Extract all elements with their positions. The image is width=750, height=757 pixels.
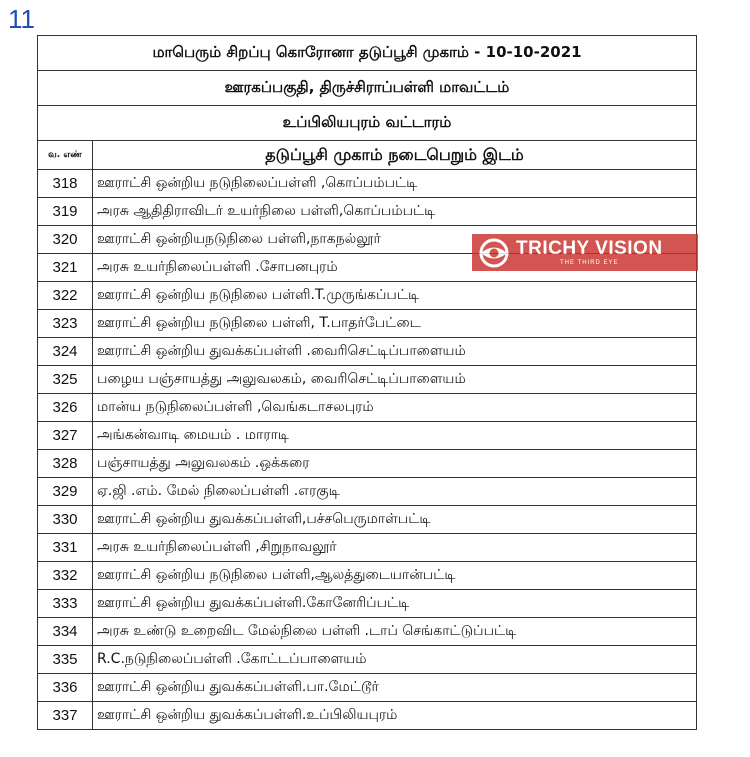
region-heading: ஊரகப்பகுதி, திருச்சிராப்பள்ளி மாவட்டம்: [38, 71, 697, 106]
camp-location: ஊராட்சி ஒன்றிய நடுநிலை பள்ளி, T.பாதர்பேட்டை: [93, 310, 697, 338]
block-heading: உப்பிலியபுரம் வட்டாரம்: [38, 106, 697, 141]
serial-number: 334: [38, 618, 93, 646]
camp-location: ஊராட்சி ஒன்றியநடுநிலை பள்ளி,நாகநல்லூர்: [93, 226, 697, 254]
table-row: [38, 618, 697, 646]
vaccination-camp-table: [37, 35, 697, 730]
table-row: [38, 646, 697, 674]
serial-number: 321: [38, 254, 93, 282]
serial-number: 328: [38, 450, 93, 478]
table-row: [38, 590, 697, 618]
serial-number: 331: [38, 534, 93, 562]
serial-number: 332: [38, 562, 93, 590]
serial-number: 333: [38, 590, 93, 618]
serial-number: 323: [38, 310, 93, 338]
table-row: [38, 198, 697, 226]
camp-location: அரசு ஆதிதிராவிடர் உயர்நிலை பள்ளி,கொப்பம்பட்டி: [93, 198, 697, 226]
camp-location: ஊராட்சி ஒன்றிய நடுநிலை பள்ளி,ஆலத்துடையான்பட்டி: [93, 562, 697, 590]
table-row: [38, 170, 697, 198]
camp-location: மான்ய நடுநிலைப்பள்ளி ,வெங்கடாசலபுரம்: [93, 394, 697, 422]
table-row: [38, 506, 697, 534]
trichy-vision-watermark: [472, 234, 698, 271]
table-row: [38, 310, 697, 338]
table-row: [38, 702, 697, 730]
table-row: [38, 366, 697, 394]
camp-location: ஏ.ஜி .எம். மேல் நிலைப்பள்ளி .எரகுடி: [93, 478, 697, 506]
serial-number: 324: [38, 338, 93, 366]
camp-location: அரசு உண்டு உறைவிட மேல்நிலை பள்ளி .டாப் செங்காட்டுப்பட்டி: [93, 618, 697, 646]
serial-number: 327: [38, 422, 93, 450]
page-number: 11: [8, 4, 35, 34]
camp-location: அரசு உயர்நிலைப்பள்ளி ,சிறுநாவலூர்: [93, 534, 697, 562]
camp-location: பஞ்சாயத்து அலுவலகம் .ஒக்கரை: [93, 450, 697, 478]
column-header-serial-no: வ. எண்: [38, 141, 93, 170]
watermark-title: TRICHY VISION: [516, 237, 663, 259]
serial-number: 329: [38, 478, 93, 506]
serial-number: 320: [38, 226, 93, 254]
table-row: [38, 422, 697, 450]
serial-number: 336: [38, 674, 93, 702]
camp-location: ஊராட்சி ஒன்றிய துவக்கப்பள்ளி.கோனேரிப்பட்டி: [93, 590, 697, 618]
camp-location: ஊராட்சி ஒன்றிய நடுநிலைப்பள்ளி ,கொப்பம்பட்டி: [93, 170, 697, 198]
camp-location: ஊராட்சி ஒன்றிய துவக்கப்பள்ளி .வைரிசெட்டிப்பாளையம்: [93, 338, 697, 366]
watermark-subtitle: THE THIRD EYE: [560, 259, 619, 266]
table-row: [38, 674, 697, 702]
camp-location: ஊராட்சி ஒன்றிய துவக்கப்பள்ளி.உப்பிலியபுரம்: [93, 702, 697, 730]
table-row: [38, 534, 697, 562]
camp-location: ஊராட்சி ஒன்றிய துவக்கப்பள்ளி.பா.மேட்டூர்: [93, 674, 697, 702]
table-row: [38, 562, 697, 590]
serial-number: 335: [38, 646, 93, 674]
serial-number: 326: [38, 394, 93, 422]
table-row: [38, 450, 697, 478]
table-row: [38, 394, 697, 422]
table-row: [38, 478, 697, 506]
camp-location: ஊராட்சி ஒன்றிய துவக்கப்பள்ளி,பச்சபெருமாள்பட்டி: [93, 506, 697, 534]
serial-number: 319: [38, 198, 93, 226]
eye-logo-icon: [472, 234, 516, 271]
document-title: மாபெரும் சிறப்பு கொரோனா தடுப்பூசி முகாம் - 10-10-2021: [38, 36, 697, 71]
serial-number: 330: [38, 506, 93, 534]
column-header-place: தடுப்பூசி முகாம் நடைபெறும் இடம்: [93, 141, 697, 170]
serial-number: 325: [38, 366, 93, 394]
camp-location: அரசு உயர்நிலைப்பள்ளி .சோபனபுரம்: [93, 254, 697, 282]
serial-number: 322: [38, 282, 93, 310]
table-row: [38, 338, 697, 366]
camp-location: பழைய பஞ்சாயத்து அலுவலகம், வைரிசெட்டிப்பாளையம்: [93, 366, 697, 394]
camp-location: ஊராட்சி ஒன்றிய நடுநிலை பள்ளி.T.முருங்கப்பட்டி: [93, 282, 697, 310]
table-row: [38, 282, 697, 310]
camp-location: R.C.நடுநிலைப்பள்ளி .கோட்டப்பாளையம்: [93, 646, 697, 674]
serial-number: 337: [38, 702, 93, 730]
serial-number: 318: [38, 170, 93, 198]
camp-location: அங்கன்வாடி மையம் . மாராடி: [93, 422, 697, 450]
